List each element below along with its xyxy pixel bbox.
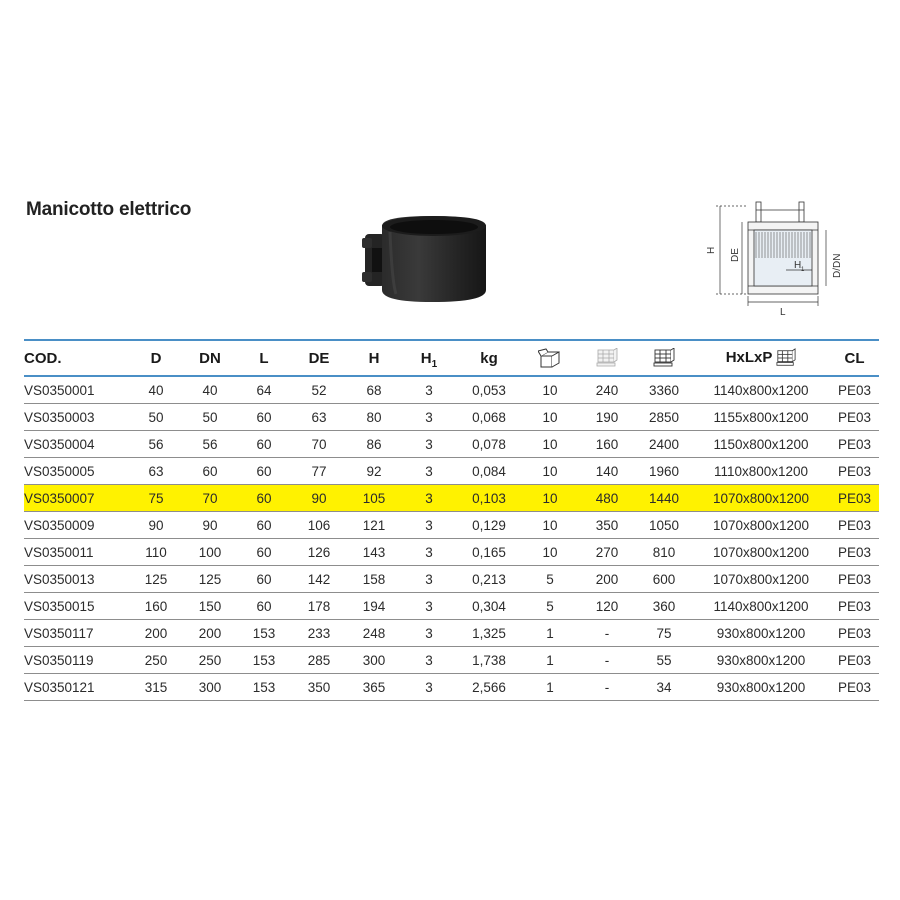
- cell-d: 315: [128, 674, 184, 701]
- cell-layer: 140: [578, 458, 636, 485]
- cell-kg: 2,566: [456, 674, 522, 701]
- cell-box: 10: [522, 512, 578, 539]
- cell-l: 60: [236, 485, 292, 512]
- cell-de: 350: [292, 674, 346, 701]
- cell-layer: 190: [578, 404, 636, 431]
- cell-de: 63: [292, 404, 346, 431]
- cell-hxlxp: 1070x800x1200: [692, 485, 830, 512]
- header-row: [24, 340, 879, 376]
- cell-box: 5: [522, 566, 578, 593]
- cell-cod: VS0350003: [24, 404, 128, 431]
- cell-cl: PE03: [830, 458, 879, 485]
- drawing-label-h: H: [706, 246, 717, 254]
- cell-cl: PE03: [830, 512, 879, 539]
- cell-h1: 3: [402, 566, 456, 593]
- cell-de: 106: [292, 512, 346, 539]
- cell-de: 77: [292, 458, 346, 485]
- cell-h: 300: [346, 647, 402, 674]
- cell-dn: 100: [184, 539, 236, 566]
- cell-layer: 120: [578, 593, 636, 620]
- cell-layer: 160: [578, 431, 636, 458]
- cell-cl: PE03: [830, 431, 879, 458]
- cell-dn: 90: [184, 512, 236, 539]
- cell-cl: PE03: [830, 539, 879, 566]
- cell-cl: PE03: [830, 674, 879, 701]
- pallet-dimensions-icon: [776, 348, 796, 368]
- cell-h1: 3: [402, 539, 456, 566]
- cell-d: 40: [128, 376, 184, 404]
- cell-cl: PE03: [830, 485, 879, 512]
- cell-dn: 125: [184, 566, 236, 593]
- cell-cod: VS0350005: [24, 458, 128, 485]
- cell-cod: VS0350119: [24, 647, 128, 674]
- cell-hxlxp: 930x800x1200: [692, 647, 830, 674]
- header-l: L: [236, 340, 292, 376]
- table-row: [24, 404, 879, 431]
- cell-box: 10: [522, 404, 578, 431]
- cell-l: 60: [236, 431, 292, 458]
- cell-box: 10: [522, 485, 578, 512]
- cell-hxlxp: 1070x800x1200: [692, 512, 830, 539]
- cell-pallet: 360: [636, 593, 692, 620]
- drawing-label-h1: H: [794, 260, 802, 271]
- table-row: [24, 458, 879, 485]
- table-row: [24, 566, 879, 593]
- cell-hxlxp: 930x800x1200: [692, 620, 830, 647]
- cell-de: 70: [292, 431, 346, 458]
- cell-hxlxp: 930x800x1200: [692, 674, 830, 701]
- cell-pallet: 3360: [636, 376, 692, 404]
- cell-dn: 50: [184, 404, 236, 431]
- cell-l: 60: [236, 404, 292, 431]
- drawing-label-l: L: [780, 307, 786, 318]
- table-row: [24, 647, 879, 674]
- header-hxlxp: HxLxP: [692, 340, 830, 376]
- cell-box: 1: [522, 674, 578, 701]
- cell-pallet: 2400: [636, 431, 692, 458]
- cell-l: 153: [236, 647, 292, 674]
- table-row: [24, 512, 879, 539]
- header-cod: COD.: [24, 340, 128, 376]
- product-photo: [362, 212, 492, 304]
- cell-h1: 3: [402, 593, 456, 620]
- cell-l: 153: [236, 674, 292, 701]
- cell-layer: -: [578, 674, 636, 701]
- cell-dn: 150: [184, 593, 236, 620]
- cell-layer: 480: [578, 485, 636, 512]
- cell-l: 64: [236, 376, 292, 404]
- cell-pallet: 1050: [636, 512, 692, 539]
- cell-h1: 3: [402, 431, 456, 458]
- cell-h1: 3: [402, 674, 456, 701]
- cell-l: 153: [236, 620, 292, 647]
- cell-kg: 0,304: [456, 593, 522, 620]
- drawing-label-de: DE: [730, 248, 741, 262]
- cell-d: 90: [128, 512, 184, 539]
- table-row: [24, 376, 879, 404]
- table-row-highlighted: [24, 485, 879, 512]
- cell-dn: 70: [184, 485, 236, 512]
- cell-hxlxp: 1140x800x1200: [692, 593, 830, 620]
- cell-cl: PE03: [830, 647, 879, 674]
- cell-dn: 56: [184, 431, 236, 458]
- cell-box: 1: [522, 620, 578, 647]
- cell-layer: 270: [578, 539, 636, 566]
- cell-h1: 3: [402, 404, 456, 431]
- cell-kg: 0,129: [456, 512, 522, 539]
- cell-de: 52: [292, 376, 346, 404]
- cell-cod: VS0350117: [24, 620, 128, 647]
- cell-d: 63: [128, 458, 184, 485]
- cell-pallet: 1440: [636, 485, 692, 512]
- cell-h: 365: [346, 674, 402, 701]
- cell-h1: 3: [402, 458, 456, 485]
- cell-layer: 350: [578, 512, 636, 539]
- cell-h: 248: [346, 620, 402, 647]
- cell-l: 60: [236, 539, 292, 566]
- cell-h: 105: [346, 485, 402, 512]
- cell-kg: 0,165: [456, 539, 522, 566]
- cell-cod: VS0350009: [24, 512, 128, 539]
- technical-drawing: [700, 198, 850, 320]
- cell-cod: VS0350001: [24, 376, 128, 404]
- header-box: [522, 340, 578, 376]
- cell-h: 143: [346, 539, 402, 566]
- cell-de: 178: [292, 593, 346, 620]
- drawing-label-ddn: D/DN: [832, 253, 843, 278]
- cell-h: 68: [346, 376, 402, 404]
- cell-pallet: 810: [636, 539, 692, 566]
- cell-cl: PE03: [830, 566, 879, 593]
- cell-cod: VS0350007: [24, 485, 128, 512]
- cell-kg: 0,053: [456, 376, 522, 404]
- header-h: H: [346, 340, 402, 376]
- cell-h: 121: [346, 512, 402, 539]
- header-layer: [578, 340, 636, 376]
- cell-kg: 0,078: [456, 431, 522, 458]
- cell-d: 75: [128, 485, 184, 512]
- cell-h: 194: [346, 593, 402, 620]
- cell-box: 10: [522, 539, 578, 566]
- cell-kg: 0,213: [456, 566, 522, 593]
- cell-d: 125: [128, 566, 184, 593]
- cell-d: 200: [128, 620, 184, 647]
- cell-h: 86: [346, 431, 402, 458]
- page-title: Manicotto elettrico: [26, 199, 192, 220]
- cell-cod: VS0350011: [24, 539, 128, 566]
- header-h1: $H_1$: [402, 340, 456, 376]
- cell-box: 10: [522, 376, 578, 404]
- cell-d: 160: [128, 593, 184, 620]
- cell-l: 60: [236, 458, 292, 485]
- cell-layer: -: [578, 647, 636, 674]
- cell-dn: 40: [184, 376, 236, 404]
- cell-de: 233: [292, 620, 346, 647]
- header-dn: DN: [184, 340, 236, 376]
- cell-cl: PE03: [830, 376, 879, 404]
- cell-box: 10: [522, 458, 578, 485]
- table-row: [24, 431, 879, 458]
- cell-de: 90: [292, 485, 346, 512]
- cell-kg: 0,084: [456, 458, 522, 485]
- table-row: [24, 539, 879, 566]
- cell-cod: VS0350013: [24, 566, 128, 593]
- cell-kg: 0,103: [456, 485, 522, 512]
- cell-pallet: 2850: [636, 404, 692, 431]
- cell-cl: PE03: [830, 593, 879, 620]
- cell-hxlxp: 1070x800x1200: [692, 539, 830, 566]
- cell-layer: -: [578, 620, 636, 647]
- cell-d: 110: [128, 539, 184, 566]
- cell-dn: 300: [184, 674, 236, 701]
- cell-h: 158: [346, 566, 402, 593]
- cell-h1: 3: [402, 512, 456, 539]
- cell-cod: VS0350121: [24, 674, 128, 701]
- cell-cod: VS0350004: [24, 431, 128, 458]
- cell-de: 142: [292, 566, 346, 593]
- cell-h1: 3: [402, 620, 456, 647]
- cell-l: 60: [236, 593, 292, 620]
- cell-d: 50: [128, 404, 184, 431]
- spec-table: [24, 339, 879, 701]
- cell-h: 92: [346, 458, 402, 485]
- drawing-label-h1-sub: 1: [801, 267, 805, 273]
- cell-pallet: 55: [636, 647, 692, 674]
- cell-box: 5: [522, 593, 578, 620]
- cell-kg: 1,325: [456, 620, 522, 647]
- cell-dn: 60: [184, 458, 236, 485]
- cell-pallet: 1960: [636, 458, 692, 485]
- cell-dn: 250: [184, 647, 236, 674]
- cell-d: 250: [128, 647, 184, 674]
- cell-hxlxp: 1150x800x1200: [692, 431, 830, 458]
- header-pallet: [636, 340, 692, 376]
- cell-de: 126: [292, 539, 346, 566]
- box-icon: [538, 348, 562, 368]
- cell-cod: VS0350015: [24, 593, 128, 620]
- pallet-icon: [653, 348, 675, 368]
- cell-layer: 200: [578, 566, 636, 593]
- layer-pallet-icon: [596, 348, 618, 368]
- cell-h1: 3: [402, 647, 456, 674]
- cell-kg: 0,068: [456, 404, 522, 431]
- cell-cl: PE03: [830, 404, 879, 431]
- header-d: D: [128, 340, 184, 376]
- cell-pallet: 34: [636, 674, 692, 701]
- cell-pallet: 600: [636, 566, 692, 593]
- cell-l: 60: [236, 566, 292, 593]
- cell-h1: 3: [402, 485, 456, 512]
- table-row: [24, 674, 879, 701]
- table-row: [24, 620, 879, 647]
- cell-box: 10: [522, 431, 578, 458]
- cell-d: 56: [128, 431, 184, 458]
- cell-cl: PE03: [830, 620, 879, 647]
- cell-hxlxp: 1140x800x1200: [692, 376, 830, 404]
- cell-hxlxp: 1155x800x1200: [692, 404, 830, 431]
- cell-l: 60: [236, 512, 292, 539]
- cell-h: 80: [346, 404, 402, 431]
- header-cl: CL: [830, 340, 879, 376]
- cell-pallet: 75: [636, 620, 692, 647]
- cell-hxlxp: 1110x800x1200: [692, 458, 830, 485]
- header-kg: kg: [456, 340, 522, 376]
- cell-hxlxp: 1070x800x1200: [692, 566, 830, 593]
- cell-layer: 240: [578, 376, 636, 404]
- cell-de: 285: [292, 647, 346, 674]
- cell-box: 1: [522, 647, 578, 674]
- header-de: DE: [292, 340, 346, 376]
- cell-kg: 1,738: [456, 647, 522, 674]
- cell-h1: 3: [402, 376, 456, 404]
- table-row: [24, 593, 879, 620]
- cell-dn: 200: [184, 620, 236, 647]
